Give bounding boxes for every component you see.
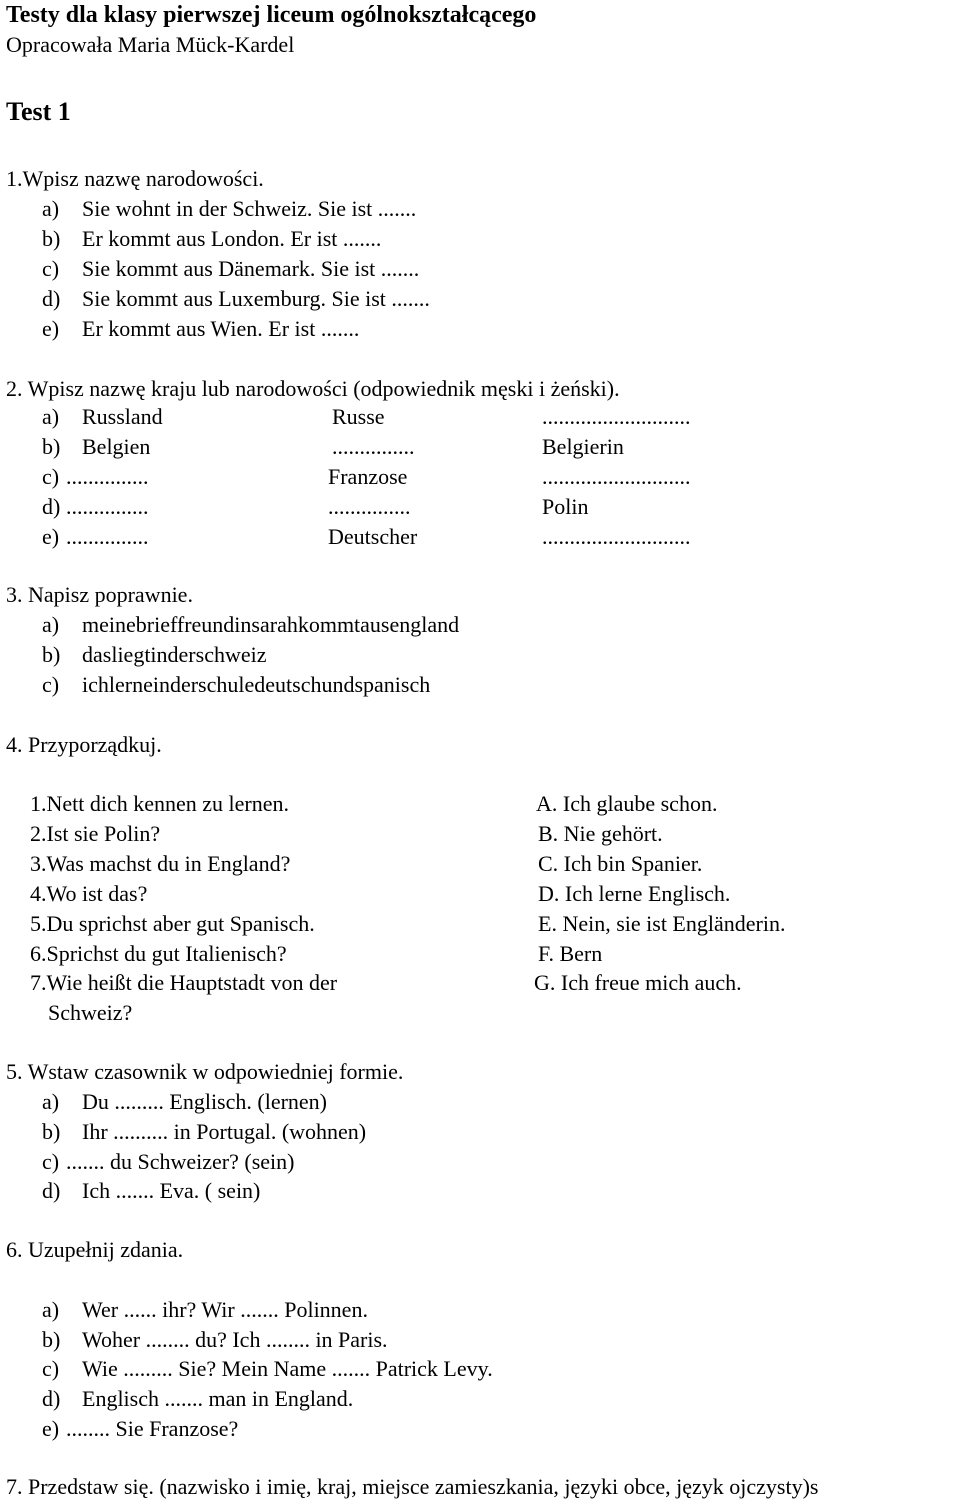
exercise-3-item: ichlerneinderschuledeutschundspanisch [82,672,431,697]
exercise-6-item: Englisch ....... man in England. [82,1386,354,1411]
item-letter: b) [42,434,61,459]
female-cell: Polin [542,494,589,519]
exercise-1-title: 1.Wpisz nazwę narodowości. [6,166,264,191]
answer-item: F. Bern [538,941,603,966]
answer-item: C. Ich bin Spanier. [538,851,703,876]
exercise-7-title: 7. Przedstaw się. (nazwisko i imię, kraj, miejsce zamieszkania, języki obce, język ojczysty)s [6,1474,819,1499]
answer-item: A. Ich glaube schon. [536,791,718,816]
exercise-5-item: Ich ....... Eva. ( sein) [82,1178,261,1203]
exercise-4-title: 4. Przyporządkuj. [6,732,162,757]
exercise-1-item: Sie kommt aus Luxemburg. Sie ist ....... [82,286,430,311]
male-cell: ............... [332,434,415,459]
item-letter: c) [42,1356,60,1381]
document-author: Opracowała Maria Mück-Kardel [6,32,295,57]
item-letter: c) [42,256,60,281]
question-item-continued: Schweiz? [48,1000,133,1025]
exercise-1-item: Sie kommt aus Dänemark. Sie ist ....... [82,256,420,281]
answer-item: G. Ich freue mich auch. [534,970,742,995]
female-cell: ........................... [542,464,691,489]
question-item: 6.Sprichst du gut Italienisch? [30,941,287,966]
item-letter: b) [42,642,61,667]
answer-item: E. Nein, sie ist Engländerin. [538,911,786,936]
exercise-5-item: Ihr .......... in Portugal. (wohnen) [82,1119,367,1144]
item-letter: c) [42,1149,60,1174]
country-cell: ............... [66,524,149,549]
item-letter: a) [42,612,60,637]
female-cell: ........................... [542,524,691,549]
question-item: 1.Nett dich kennen zu lernen. [30,791,290,816]
item-letter: a) [42,1297,60,1322]
item-letter: b) [42,226,61,251]
answer-item: B. Nie gehört. [538,821,663,846]
item-letter: d) [42,1178,61,1203]
exercise-6-item: Wie ......... Sie? Mein Name ....... Patrick Levy. [82,1356,493,1381]
exercise-1-item: Er kommt aus Wien. Er ist ....... [82,316,360,341]
male-cell: Russe [332,404,385,429]
item-letter: a) [42,196,60,221]
exercise-1-item: Sie wohnt in der Schweiz. Sie ist ....... [82,196,417,221]
item-letter: e) [42,524,60,549]
male-cell: ............... [328,494,411,519]
country-cell: Russland [82,404,163,429]
exercise-3-item: dasliegtinderschweiz [82,642,267,667]
exercise-6-title: 6. Uzupełnij zdania. [6,1237,184,1262]
exercise-5-title: 5. Wstaw czasownik w odpowiedniej formie. [6,1059,404,1084]
exercise-6-item: ........ Sie Franzose? [66,1416,239,1441]
exercise-6-item: Wer ...... ihr? Wir ....... Polinnen. [82,1297,368,1322]
answer-item: D. Ich lerne Englisch. [538,881,731,906]
country-cell: Belgien [82,434,151,459]
document-title: Testy dla klasy pierwszej liceum ogólnokształcącego [6,2,537,28]
item-letter: d) [42,494,61,519]
item-letter: b) [42,1119,61,1144]
item-letter: c) [42,672,60,697]
question-item: 5.Du sprichst aber gut Spanisch. [30,911,315,936]
item-letter: e) [42,1416,60,1441]
exercise-5-item: ....... du Schweizer? (sein) [66,1149,295,1174]
question-item: 3.Was machst du in England? [30,851,291,876]
female-cell: ........................... [542,404,691,429]
country-cell: ............... [66,464,149,489]
question-item: 2.Ist sie Polin? [30,821,161,846]
item-letter: a) [42,404,60,429]
exercise-2-title: 2. Wpisz nazwę kraju lub narodowości (odpowiednik męski i żeński). [6,376,620,401]
country-cell: ............... [66,494,149,519]
exercise-3-title: 3. Napisz poprawnie. [6,582,193,607]
question-item: 4.Wo ist das? [30,881,148,906]
item-letter: e) [42,316,60,341]
item-letter: c) [42,464,60,489]
item-letter: a) [42,1089,60,1114]
exercise-1-item: Er kommt aus London. Er ist ....... [82,226,382,251]
question-item: 7.Wie heißt die Hauptstadt von der [30,970,338,995]
exercise-3-item: meinebrieffreundinsarahkommtausengland [82,612,460,637]
male-cell: Deutscher [328,524,418,549]
test-heading: Test 1 [6,97,71,126]
item-letter: b) [42,1327,61,1352]
item-letter: d) [42,286,61,311]
exercise-5-item: Du ......... Englisch. (lernen) [82,1089,327,1114]
exercise-6-item: Woher ........ du? Ich ........ in Paris. [82,1327,388,1352]
male-cell: Franzose [328,464,408,489]
item-letter: d) [42,1386,61,1411]
female-cell: Belgierin [542,434,624,459]
